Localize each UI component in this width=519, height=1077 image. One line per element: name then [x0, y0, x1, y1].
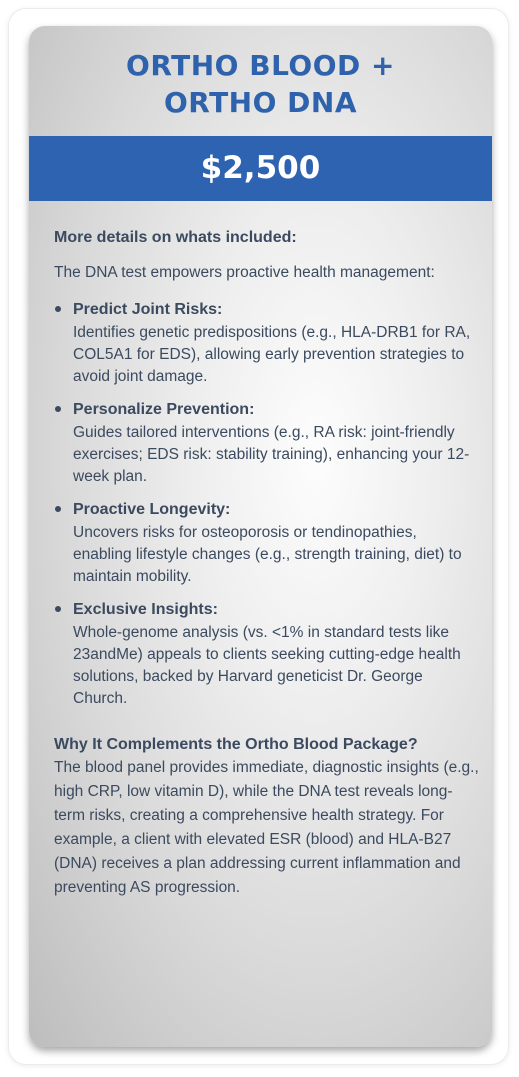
details-section [54, 226, 479, 900]
why-body: The blood panel provides immediate, diagnostic insights (e.g., high CRP, low vitamin D), while the DNA test reveals long-term risks, creating a comprehensive health strategy. For example, a client with elevated ESR (blood) and HLA-B27 (DNA) receives a plan addressing current inflammation and preventing AS progression. [54, 759, 479, 896]
feature-item-personalize-prevention [54, 398, 479, 488]
pricing-card [29, 26, 492, 1047]
feature-item-proactive-longevity [54, 498, 479, 588]
feature-title: Proactive Longevity: [73, 501, 231, 518]
card-title [29, 47, 492, 121]
price-label: $2,500 [200, 150, 321, 186]
feature-title: Predict Joint Risks: [73, 301, 223, 318]
feature-list [54, 298, 479, 710]
feature-item-predict-joint-risks [54, 298, 479, 388]
feature-description: Whole-genome analysis (vs. <1% in standard tests like 23andMe) appeals to clients seeking cutting-edge health solutions, backed by Harvard geneticist Dr. George Church. [73, 624, 461, 707]
feature-description: Guides tailored interventions (e.g., RA risk: joint-friendly exercises; EDS risk: stability training), enhancing your 12-week plan. [73, 424, 470, 485]
bullet-icon [55, 606, 61, 612]
feature-description: Identifies genetic predispositions (e.g., HLA-DRB1 for RA, COL5A1 for EDS), allowing early prevention strategies to avoid joint damage. [73, 324, 471, 385]
bullet-icon [55, 306, 61, 312]
why-heading: Why It Complements the Ortho Blood Package? [54, 736, 418, 753]
details-heading: More details on whats included: [54, 229, 297, 246]
feature-description: Uncovers risks for osteoporosis or tendinopathies, enabling lifestyle changes (e.g., strength training, diet) to maintain mobility. [73, 524, 462, 585]
bullet-icon [55, 406, 61, 412]
price-banner [29, 136, 492, 201]
feature-title: Exclusive Insights: [73, 601, 218, 618]
card-title-line1: ORTHO BLOOD + [126, 49, 395, 82]
bullet-icon [55, 506, 61, 512]
card-title-line2: ORTHO DNA [163, 86, 358, 119]
details-intro: The DNA test empowers proactive health management: [54, 264, 435, 281]
feature-item-exclusive-insights [54, 598, 479, 710]
feature-title: Personalize Prevention: [73, 401, 255, 418]
